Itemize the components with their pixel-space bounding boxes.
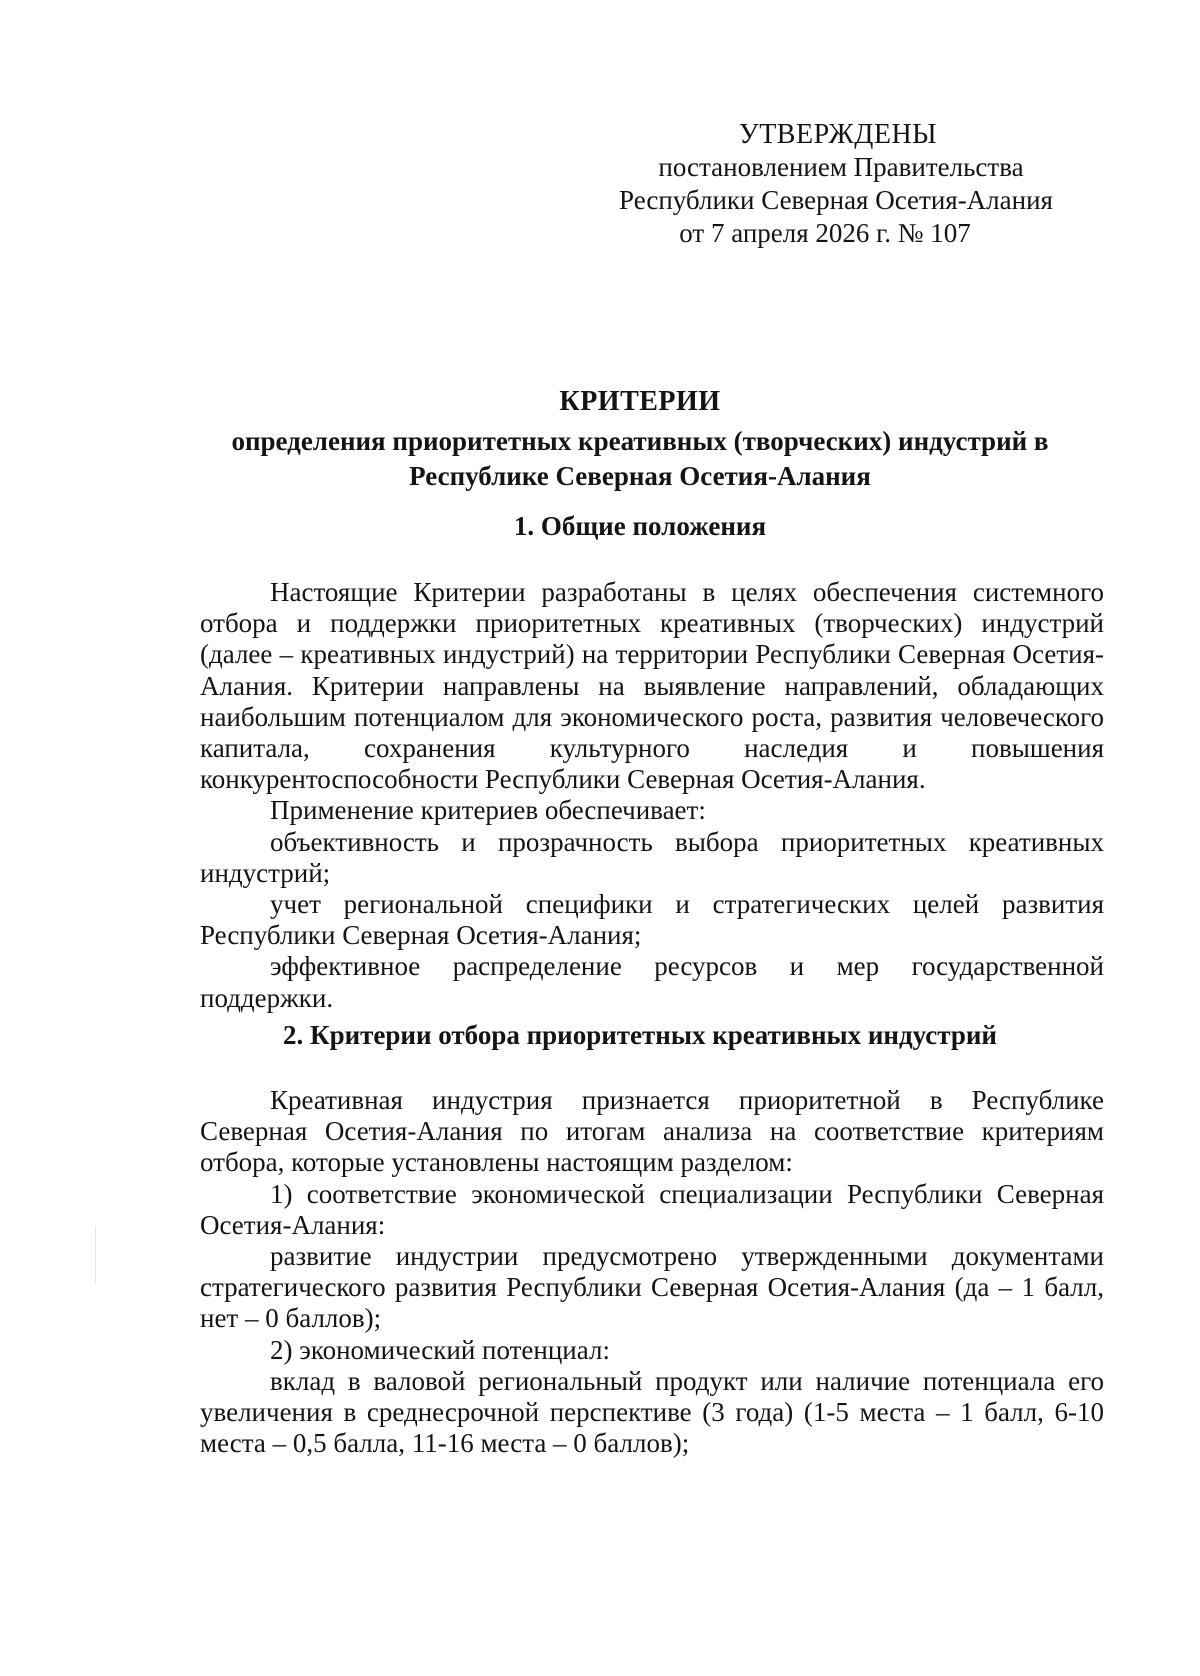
paragraph: Настоящие Критерии разработаны в целях обеспечения системного отбора и поддержки приоритетных креативных (творческих) индустрий (далее – креативных индустрий) на территории Республики Северная Осетия-Алания. Критерии направлены на выявление направлений, обладающих наибольшим потенциалом для экономического роста, развития человеческого капитала, сохранения культурного наследия и повышения конкурентоспособности Республики Северная Осетия-Алания. bbox=[200, 577, 1104, 795]
paragraph: Креативная индустрия признается приоритетной в Республике Северная Осетия-Алания по итогам анализа на соответствие критериям отбора, которые установлены настоящим разделом: bbox=[200, 1085, 1104, 1178]
paragraph: Применение критериев обеспечивает: bbox=[270, 795, 706, 826]
paragraph: эффективное распределение ресурсов и мер государственной поддержки. bbox=[200, 951, 1104, 1013]
approval-line: Республики Северная Осетия-Алания bbox=[619, 185, 1053, 215]
title-subtitle-line: Республике Северная Осетия-Алания bbox=[409, 461, 871, 491]
paragraph: 2) экономический потенциал: bbox=[270, 1334, 610, 1365]
section-2-body bbox=[200, 1085, 1104, 1459]
section-2-heading: 2. Критерии отбора приоритетных креативных индустрий bbox=[283, 1020, 997, 1050]
paragraph: развитие индустрии предусмотрено утвержденными документами стратегического развития Республики Северная Осетия-Алания (да – 1 балл, нет – 0 баллов); bbox=[200, 1241, 1104, 1334]
paragraph: объективность и прозрачность выбора приоритетных креативных индустрий; bbox=[200, 826, 1104, 888]
section-1-heading: 1. Общие положения bbox=[513, 511, 767, 541]
scan-margin-mark bbox=[95, 1226, 96, 1284]
approval-date: от 7 апреля 2026 г. № 107 bbox=[679, 218, 971, 248]
paragraph: вклад в валовой региональный продукт или наличие потенциала его увеличения в среднесрочной перспективе (3 года) (1-5 места – 1 балл, 6-10 места – 0,5 балла, 11-16 места – 0 баллов); bbox=[200, 1365, 1104, 1459]
paragraph: 1) соответствие экономической специализации Республики Северная Осетия-Алания: bbox=[200, 1178, 1104, 1240]
title-subtitle-line: определения приоритетных креативных (творческих) индустрий в bbox=[231, 426, 1049, 456]
approval-title: УТВЕРЖДЕНЫ bbox=[738, 119, 938, 150]
paragraph: учет региональной специфики и стратегических целей развития Республики Северная Осетия-Алания; bbox=[200, 889, 1104, 951]
section-1-body bbox=[200, 577, 1104, 1014]
document-title bbox=[200, 384, 1080, 494]
approval-line: постановлением Правительства bbox=[658, 152, 1024, 182]
approval-stamp bbox=[600, 118, 1120, 250]
title-main: КРИТЕРИИ bbox=[559, 386, 721, 417]
